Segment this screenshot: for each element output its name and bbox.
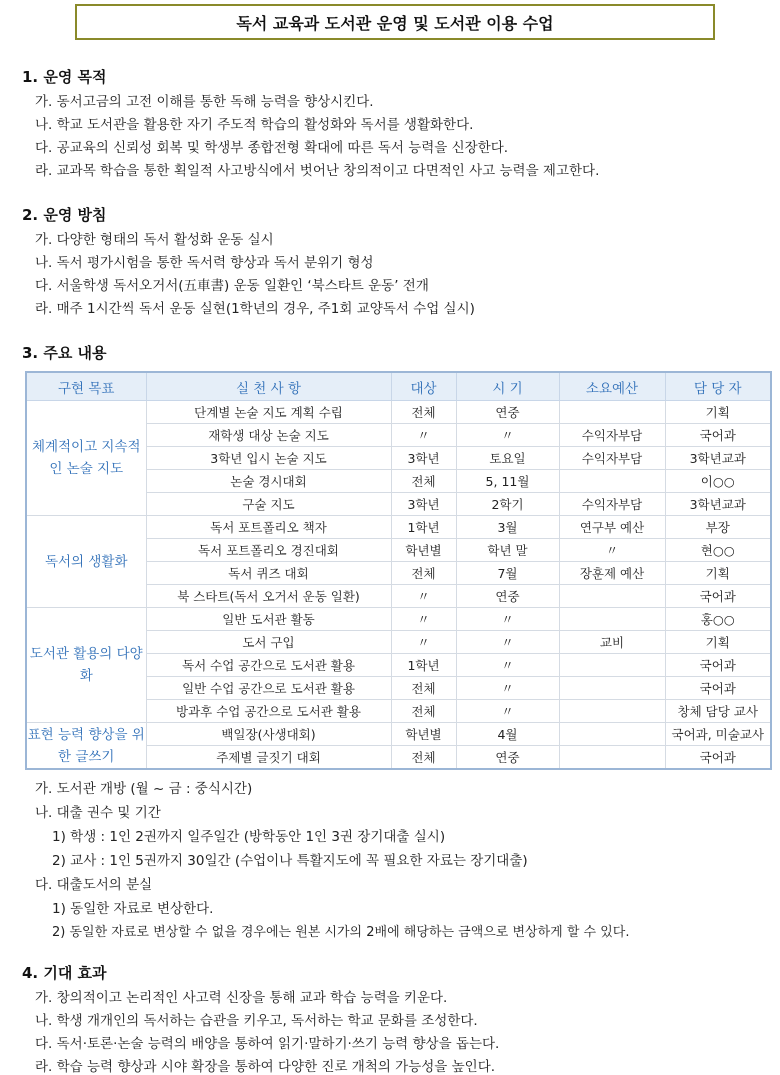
category-cell: 도서관 활용의 다양화 [26, 608, 146, 723]
practice-cell: 도서 구입 [146, 631, 391, 654]
header-manager: 담 당 자 [665, 372, 771, 401]
target-cell: 전체 [391, 677, 456, 700]
budget-cell [559, 401, 665, 424]
manager-cell: 3학년교과 [665, 447, 771, 470]
target-cell: 전체 [391, 700, 456, 723]
period-cell: 7월 [456, 562, 559, 585]
manager-cell: 현○○ [665, 539, 771, 562]
note-subitem: 2) 동일한 자료로 변상할 수 없을 경우에는 원본 시가의 2배에 해당하는 금액으로 변상하게 할 수 있다. [52, 925, 630, 940]
note-item: 다. 대출도서의 분실 [35, 877, 153, 893]
policy-item: 가. 다양한 형태의 독서 활성화 운동 실시 [35, 232, 274, 248]
manager-cell: 이○○ [665, 470, 771, 493]
section-4-heading: 4. 기대 효과 [22, 964, 107, 982]
note-subitem: 1) 동일한 자료로 변상한다. [52, 901, 214, 917]
practice-cell: 구술 지도 [146, 493, 391, 516]
period-cell: 〃 [456, 424, 559, 447]
target-cell: 학년별 [391, 539, 456, 562]
budget-cell: 장훈제 예산 [559, 562, 665, 585]
activity-plan-table [25, 371, 772, 770]
practice-cell: 독서 퀴즈 대회 [146, 562, 391, 585]
purpose-item: 다. 공교육의 신뢰성 회복 및 학생부 종합전형 확대에 따른 독서 능력을 신장한다. [35, 140, 509, 156]
period-cell: 4월 [456, 723, 559, 746]
period-cell: 〃 [456, 700, 559, 723]
header-period: 시 기 [456, 372, 559, 401]
category-cell: 체계적이고 지속적인 논술 지도 [26, 401, 146, 516]
practice-cell: 일반 도서관 활동 [146, 608, 391, 631]
manager-cell: 부장 [665, 516, 771, 539]
budget-cell: 수익자부담 [559, 424, 665, 447]
budget-cell [559, 746, 665, 770]
period-cell: 〃 [456, 608, 559, 631]
category-cell: 표현 능력 향상을 위한 글쓰기 [26, 723, 146, 770]
target-cell: 전체 [391, 470, 456, 493]
header-budget: 소요예산 [559, 372, 665, 401]
effect-item: 나. 학생 개개인의 독서하는 습관을 키우고, 독서하는 학교 문화를 조성한다. [35, 1013, 478, 1029]
effect-item: 가. 창의적이고 논리적인 사고력 신장을 통해 교과 학습 능력을 키운다. [35, 990, 448, 1006]
practice-cell: 독서 포트폴리오 책자 [146, 516, 391, 539]
target-cell: 〃 [391, 631, 456, 654]
table-row [26, 608, 771, 631]
purpose-item: 나. 학교 도서관을 활용한 자기 주도적 학습의 활성화와 독서를 생활화한다. [35, 117, 474, 133]
purpose-item: 라. 교과목 학습을 통한 획일적 사고방식에서 벗어난 창의적이고 다면적인 사고 능력을 제고한다. [35, 163, 600, 179]
target-cell: 3학년 [391, 493, 456, 516]
target-cell: 학년별 [391, 723, 456, 746]
period-cell: 〃 [456, 677, 559, 700]
category-cell: 독서의 생활화 [26, 516, 146, 608]
budget-cell [559, 723, 665, 746]
practice-cell: 재학생 대상 논술 지도 [146, 424, 391, 447]
note-item: 나. 대출 권수 및 기간 [35, 805, 161, 821]
period-cell: 연중 [456, 401, 559, 424]
practice-cell: 단계별 논술 지도 계획 수립 [146, 401, 391, 424]
manager-cell: 홍○○ [665, 608, 771, 631]
target-cell: 〃 [391, 585, 456, 608]
budget-cell: 교비 [559, 631, 665, 654]
note-subitem: 1) 학생 : 1인 2권까지 일주일간 (방학동안 1인 3권 장기대출 실시) [52, 829, 446, 845]
budget-cell [559, 608, 665, 631]
practice-cell: 3학년 입시 논술 지도 [146, 447, 391, 470]
section-2-heading: 2. 운영 방침 [22, 206, 107, 224]
section-1-heading: 1. 운영 목적 [22, 68, 107, 86]
manager-cell: 국어과, 미술교사 [665, 723, 771, 746]
manager-cell: 기획 [665, 631, 771, 654]
budget-cell [559, 470, 665, 493]
practice-cell: 독서 수업 공간으로 도서관 활용 [146, 654, 391, 677]
header-goal: 구현 목표 [26, 372, 146, 401]
target-cell: 전체 [391, 401, 456, 424]
practice-cell: 북 스타트(독서 오거서 운동 일환) [146, 585, 391, 608]
document-title: 독서 교육과 도서관 운영 및 도서관 이용 수업 [75, 4, 715, 40]
manager-cell: 기획 [665, 562, 771, 585]
policy-item: 라. 매주 1시간씩 독서 운동 실현(1학년의 경우, 주1회 교양독서 수업 실시) [35, 301, 475, 317]
target-cell: 전체 [391, 562, 456, 585]
manager-cell: 창체 담당 교사 [665, 700, 771, 723]
note-subitem: 2) 교사 : 1인 5권까지 30일간 (수업이나 특활지도에 꼭 필요한 자료는 장기대출) [52, 853, 528, 869]
budget-cell: 수익자부담 [559, 447, 665, 470]
period-cell: 〃 [456, 654, 559, 677]
manager-cell: 국어과 [665, 677, 771, 700]
purpose-item: 가. 동서고금의 고전 이해를 통한 독해 능력을 향상시킨다. [35, 94, 374, 110]
period-cell: 〃 [456, 631, 559, 654]
practice-cell: 방과후 수업 공간으로 도서관 활용 [146, 700, 391, 723]
target-cell: 〃 [391, 608, 456, 631]
period-cell: 연중 [456, 746, 559, 770]
table-row [26, 516, 771, 539]
practice-cell: 일반 수업 공간으로 도서관 활용 [146, 677, 391, 700]
target-cell: 1학년 [391, 516, 456, 539]
policy-item: 나. 독서 평가시험을 통한 독서력 향상과 독서 분위기 형성 [35, 255, 374, 271]
period-cell: 학년 말 [456, 539, 559, 562]
note-item: 가. 도서관 개방 (월 ~ 금 : 중식시간) [35, 781, 253, 797]
practice-cell: 주제별 글짓기 대회 [146, 746, 391, 770]
effect-item: 라. 학습 능력 향상과 시야 확장을 통하여 다양한 진로 개척의 가능성을 높인다. [35, 1059, 496, 1075]
period-cell: 토요일 [456, 447, 559, 470]
practice-cell: 논술 경시대회 [146, 470, 391, 493]
manager-cell: 국어과 [665, 654, 771, 677]
header-practice: 실 천 사 항 [146, 372, 391, 401]
period-cell: 2학기 [456, 493, 559, 516]
manager-cell: 국어과 [665, 585, 771, 608]
manager-cell: 국어과 [665, 746, 771, 770]
budget-cell [559, 677, 665, 700]
target-cell: 3학년 [391, 447, 456, 470]
budget-cell: 수익자부담 [559, 493, 665, 516]
target-cell: 1학년 [391, 654, 456, 677]
table-header-row [26, 372, 771, 401]
manager-cell: 기획 [665, 401, 771, 424]
manager-cell: 국어과 [665, 424, 771, 447]
period-cell: 5, 11월 [456, 470, 559, 493]
section-3-heading: 3. 주요 내용 [22, 344, 107, 362]
practice-cell: 독서 포트폴리오 경진대회 [146, 539, 391, 562]
manager-cell: 3학년교과 [665, 493, 771, 516]
period-cell: 연중 [456, 585, 559, 608]
budget-cell [559, 700, 665, 723]
table-row [26, 723, 771, 746]
budget-cell [559, 585, 665, 608]
budget-cell: 〃 [559, 539, 665, 562]
budget-cell: 연구부 예산 [559, 516, 665, 539]
budget-cell [559, 654, 665, 677]
effect-item: 다. 독서·토론·논술 능력의 배양을 통하여 읽기·말하기·쓰기 능력 향상을 돕는다. [35, 1036, 500, 1052]
practice-cell: 백일장(사생대회) [146, 723, 391, 746]
target-cell: 〃 [391, 424, 456, 447]
table-row [26, 401, 771, 424]
target-cell: 전체 [391, 746, 456, 770]
period-cell: 3월 [456, 516, 559, 539]
policy-item: 다. 서울학생 독서오거서(五車書) 운동 일환인 ‘북스타트 운동’ 전개 [35, 278, 429, 294]
header-target: 대상 [391, 372, 456, 401]
